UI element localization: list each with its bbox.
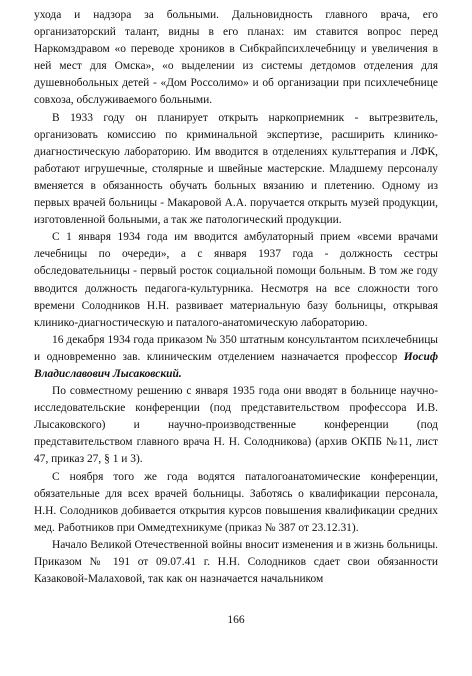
paragraph-text: 16 декабря 1934 года приказом № 350 штатным консультантом психлечебницы и одновременно зав. клиническим отделением назначается профессор	[34, 333, 438, 363]
paragraph: По совместному решению с января 1935 года они вводят в больнице научно-исследовательские конференции (под представительством профессора И.В. Лысаковского) и научно-производственные конференции (под представительством главного врача Н. Н. Солодникова) (архив ОКПБ №11, лист 47, приказ 27, § 1 и 3).	[34, 385, 438, 466]
page-number: 166	[227, 614, 245, 626]
paragraph: ухода и надзора за больными. Дальновидность главного врача, его организаторский талант, видны в его планах: им ставится вопрос перед Наркомздравом «о переводе хроников в Сибкрайпсихлечебницу и увеличения в ней мест для Омска», «о выделении из системы детдомов отделения для душевнобольных детей - «Дом Россолимо» и об организации при психлечебнице совхоза, обслуживаемого больными.	[34, 9, 438, 107]
paragraph: С ноября того же года водятся паталогоанатомические конференции, обязательные для всех врачей больницы. Заботясь о квалификации персонала, Н.Н. Солодников добивается открытия курсов повышения квалификации средних мед. Работников при Оммедтехникуме (приказ № 387 от 23.12.31).	[34, 470, 438, 534]
paragraph: В 1933 году он планирует открыть наркоприемник - вытрезвитель, организовать комиссию по криминальной экспертизе, расширить клинико-диагностическую лабораторию. Им вводится в отделениях культтерапия и ЛФК, работают игрушечные, столярные и швейные мастерские. Младшему персоналу вменяется в обязанность обучать больных вязанию и плетению. Одному из первых врачей больницы - Макаровой А.А. поручается открыть музей продукции, изготовленной больными, а так же патологический продукции.	[34, 111, 438, 227]
person-name: Иосиф Владиславович Лысаковский.	[34, 350, 439, 380]
paragraph	[34, 332, 438, 383]
body-text	[34, 7, 438, 588]
paragraph: Начало Великой Отечественной войны вносит изменения и в жизнь больницы. Приказом № 191 от 09.07.41 г. Н.Н. Солодников сдает свои обязанности Казаковой-Малаховой, так как он назначается начальником	[34, 538, 438, 586]
paragraph: С 1 января 1934 года им вводится амбулаторный прием «всеми врачами лечебницы по очереди», а с января 1937 года - должность сестры обследовательницы - первый росток социальной помощи больным. В том же году вводится должность педагога-культурника. Несмотря на все сложности того времени Солодников Н.Н. развивает материальную базу больницы, открывая клинико-диагностическую и паталого-анатомическую лабораторию.	[34, 231, 438, 329]
